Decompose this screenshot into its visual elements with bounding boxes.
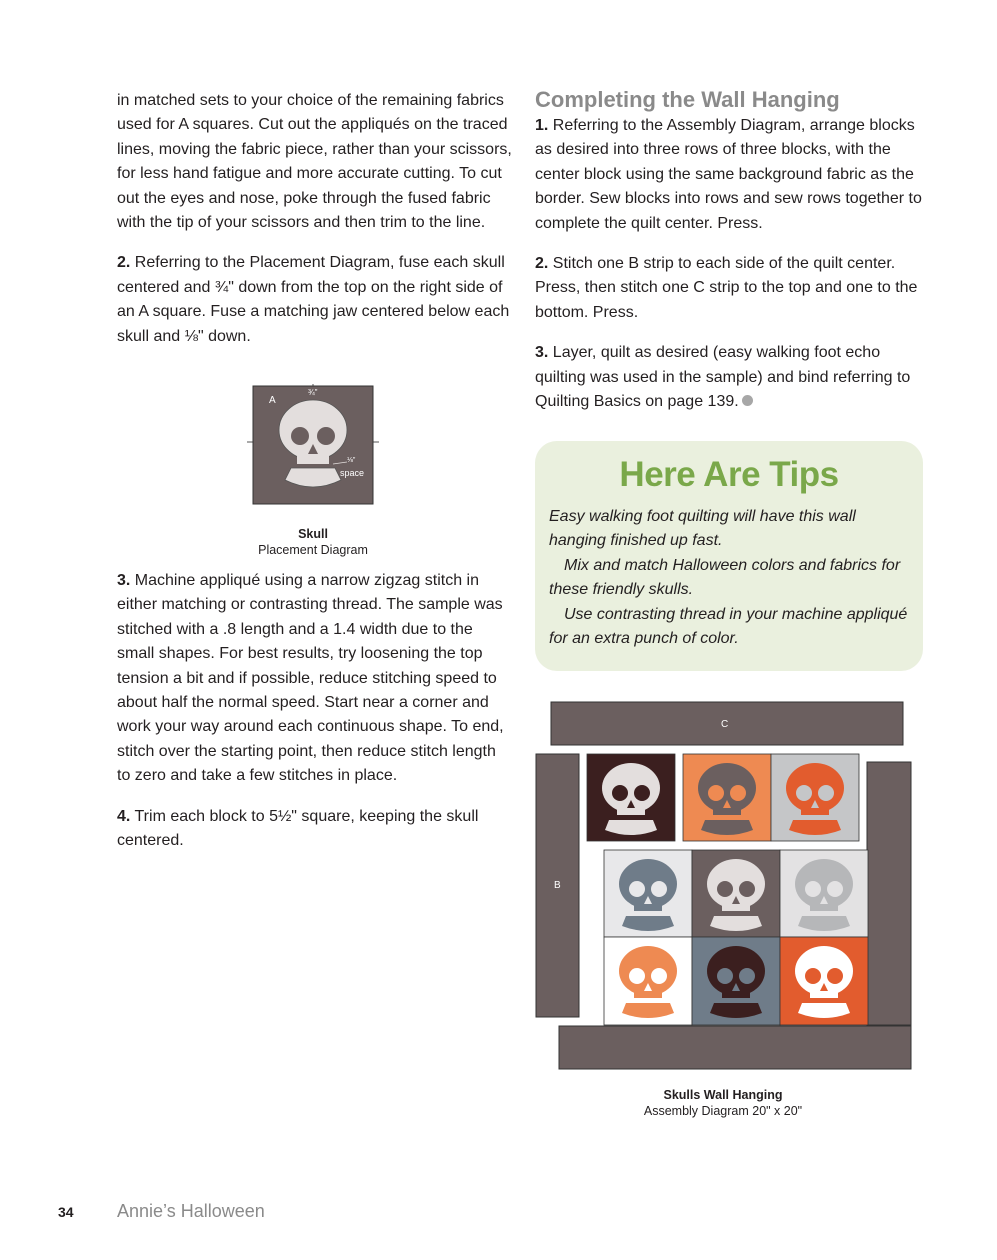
left-column-bottom [117,569,512,869]
step-3-right [535,341,925,414]
footer-book-title: Annie’s Halloween [117,1201,265,1221]
step-text: Trim each block to 5½" square, keeping the skull centered. [117,807,479,850]
label-three-quarter: ¾" [308,388,318,397]
step-2-right [535,252,925,325]
step-text: Layer, quilt as desired (easy walking foot echo quilting was used in the sample) and bind referring to Quilting Basics on page 139. [535,344,911,411]
page-number: 34 [58,1204,74,1220]
tip-3: Use contrasting thread in your machine appliqué for an extra punch of color. [549,605,908,648]
section-title: Completing the Wall Hanging [535,87,840,112]
caption-subtitle: Assembly Diagram 20" x 20" [643,1104,803,1118]
tip-2: Mix and match Halloween colors and fabrics for these friendly skulls. [549,556,901,599]
tips-box [535,441,923,671]
placement-caption [230,526,396,558]
step-text: Stitch one B strip to each side of the quilt center. Press, then stitch one C strip to the top and one to the bottom. Press. [535,255,918,321]
block-r3c2 [692,937,780,1025]
placement-diagram [247,384,379,506]
tips-text [549,505,914,651]
step-text: Referring to the Assembly Diagram, arrange blocks as desired into three rows of three blocks, with the center block using the same background fabric as the border. Sew blocks into rows and sew rows together to complete the quilt center. Press. [535,117,922,232]
step-number: 2. [117,254,131,272]
label-a: A [269,395,276,406]
block-r2c2 [692,850,780,937]
label-b: B [554,880,561,891]
step-1-right [535,114,925,236]
label-space: space [340,468,365,478]
tip-1: Easy walking foot quilting will have this wall hanging finished up fast. [549,508,856,550]
step-text: Referring to the Placement Diagram, fuse each skull centered and ¾" down from the top on the right side of an A square. Fuse a matching jaw centered below each skull and ⅛" down. [117,254,510,345]
label-c: C [721,719,729,730]
step-number: 2. [535,255,549,273]
block-r1c1 [587,754,675,841]
step-2-left [117,251,512,349]
assembly-diagram [535,700,915,1072]
placement-diagram-graphic [247,384,379,506]
caption-title: Skulls Wall Hanging [663,1088,783,1102]
step-number: 1. [535,117,549,134]
block-r2c1 [604,850,692,937]
block-r3c1 [604,937,692,1025]
block-r1c3 [771,754,859,841]
block-r1c2 [683,754,771,841]
tips-title: Here Are Tips [619,455,839,494]
left-column-top [117,89,512,365]
end-dot-icon [742,395,753,406]
step-3-left [117,569,512,789]
step-number: 4. [117,807,131,825]
right-column [535,114,925,430]
paragraph-intro: in matched sets to your choice of the remaining fabrics used for A squares. Cut out the appliqués on the traced lines, moving the fabric piece, rather than your scissors, for less hand fatigue and more accurate cutting. To cut out the eyes and nose, poke through the fused fabric with the tip of your scissors and then trim to the line. [117,92,512,232]
caption-title: Skull [298,527,328,541]
assembly-diagram-graphic [535,700,915,1072]
step-4-left [117,805,512,854]
caption-subtitle: Placement Diagram [258,543,368,557]
step-text: Machine appliqué using a narrow zigzag stitch in either matching or contrasting thread. The sample was stitched with a .8 length and a 1.4 width due to the small shapes. For best results, try loosening the top tension a bit and if possible, reduce stitching speed to about half the normal speed. Start near a corner and work your way around each continuous shape. To end, stitch over the starting point, then reduce stitch length to zero and take a few stitches in place. [117,572,504,785]
step-number: 3. [117,572,131,589]
block-r3c3 [780,937,868,1025]
block-r2c3 [780,850,868,937]
label-eighth: ⅛" [347,457,356,464]
assembly-caption [603,1087,843,1119]
step-number: 3. [535,344,549,362]
